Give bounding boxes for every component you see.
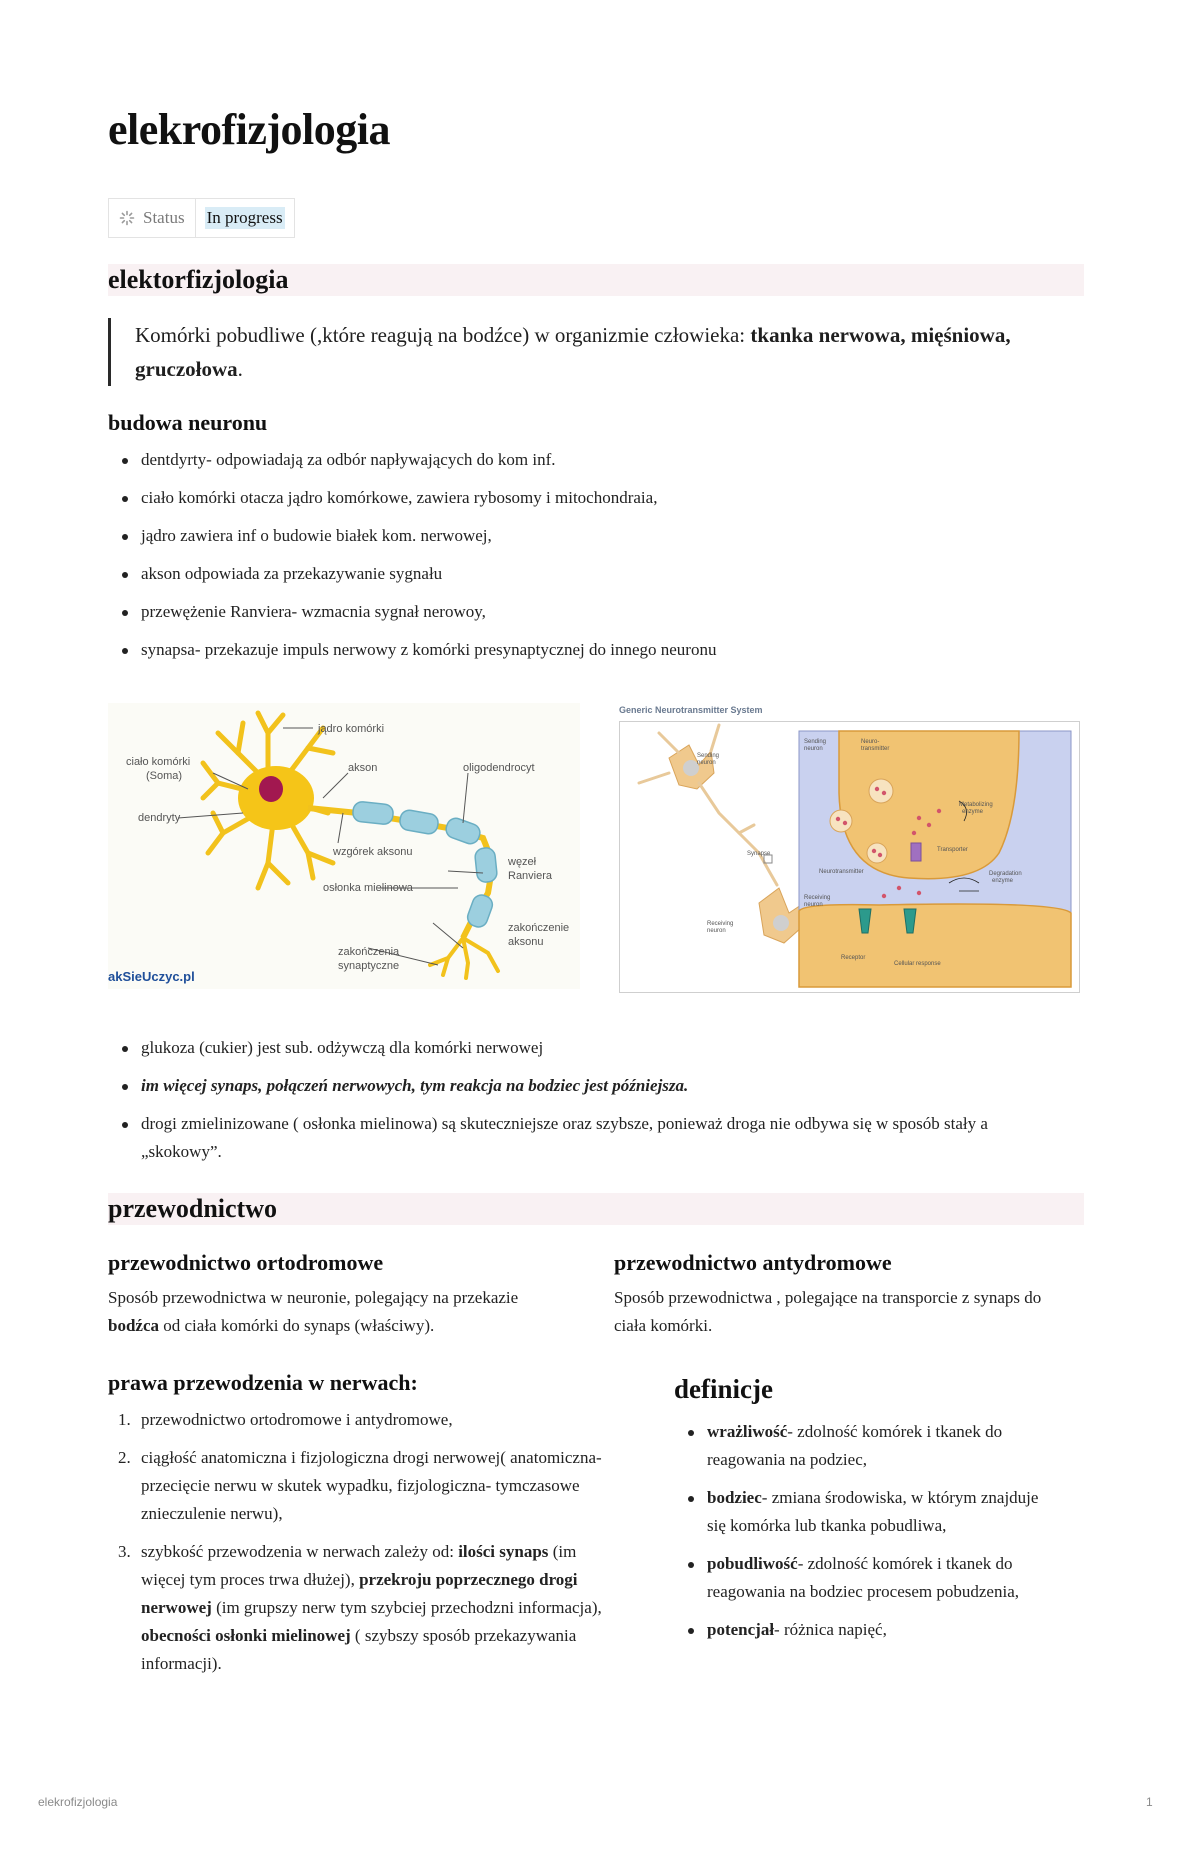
label-dendrites: dendryty xyxy=(138,812,181,824)
definition-term: potencjał xyxy=(707,1620,775,1639)
neuron-list xyxy=(108,446,1084,664)
list-item-line: „skokowy”. xyxy=(141,1142,222,1161)
callout-quote xyxy=(108,318,1084,386)
section-heading-przewodnictwo: przewodnictwo xyxy=(108,1193,1084,1225)
neuron-heading: budowa neuronu xyxy=(108,410,268,435)
neuron-notes-list xyxy=(108,1034,1084,1166)
section-heading-elektorfizjologia: elektorfizjologia xyxy=(108,264,1084,296)
list-item-bold: nerwowej xyxy=(141,1598,212,1617)
label-synapse: Synapse xyxy=(747,851,771,857)
label-receiving-neuron: Receiving xyxy=(804,895,831,901)
label-receiving-neuron-2: neuron xyxy=(804,902,823,908)
list-item-text: (im grupszy nerw tym szybciej przechodzni informacja), xyxy=(211,1598,602,1617)
list-item-bold: przekroju poprzecznego drogi xyxy=(359,1570,578,1589)
status-label: Status xyxy=(143,208,185,227)
label-metabolizing-2: enzyme xyxy=(962,809,984,815)
label-soma-2: (Soma) xyxy=(146,770,183,782)
list-item-text: szybkość przewodzenia w nerwach zależy od: xyxy=(141,1542,459,1561)
definition-term: bodziec xyxy=(707,1488,762,1507)
image-watermark: akSieUczyc.pl xyxy=(108,969,195,984)
ortho-heading: przewodnictwo ortodromowe xyxy=(108,1250,384,1275)
callout-text: Komórki pobudliwe (,które reagują na bodźce) w organizmie człowieka: xyxy=(135,323,751,347)
definitions-list xyxy=(674,1418,1084,1644)
status-property[interactable] xyxy=(108,198,295,238)
label-synaptic-2: synaptyczne xyxy=(338,960,400,972)
list-item-text: informacji). xyxy=(141,1654,222,1673)
footer-page-number: 1 xyxy=(1146,1795,1153,1809)
label-metabolizing: Metabolizing xyxy=(959,802,993,808)
definition-term: wrażliwość xyxy=(707,1422,788,1441)
ortho-line: od ciała komórki do synaps (właściwy). xyxy=(159,1316,435,1335)
definition-text: reagowania na podziec, xyxy=(707,1450,867,1469)
label-axon: akson xyxy=(348,762,378,774)
label-receiving-2: neuron xyxy=(707,928,726,934)
label-synaptic: zakończenia xyxy=(338,946,400,958)
list-item-text: ( szybszy sposób przekazywania xyxy=(350,1626,577,1645)
definition-text: reagowania na bodziec procesem pobudzenia, xyxy=(707,1582,1019,1601)
ortho-description xyxy=(108,1284,568,1340)
definition-term: pobudliwość xyxy=(707,1554,798,1573)
laws-heading: prawa przewodzenia w nerwach: xyxy=(108,1370,418,1395)
label-axon-end-2: aksonu xyxy=(508,936,544,948)
list-item: akson odpowiada za przekazywanie sygnału xyxy=(108,560,1084,588)
item-number: 3. xyxy=(118,1542,131,1561)
laws-list xyxy=(108,1406,648,1678)
callout-end: . xyxy=(237,357,243,381)
list-item xyxy=(674,1484,1084,1540)
label-cellular-response: Cellular response xyxy=(894,961,941,967)
footer-title: elekrofizjologia xyxy=(38,1795,118,1809)
list-item: ciało komórki otacza jądro komórkowe, zawiera rybosomy i mitochondraia, xyxy=(108,484,1084,512)
label-node-2: Ranviera xyxy=(508,870,553,882)
list-item-text: przecięcie nerwu w skutek wypadku, fizjologiczna- tymczasowe xyxy=(141,1476,580,1495)
list-item xyxy=(108,1406,648,1434)
definition-text: - zdolność komórek i tkanek do xyxy=(797,1554,1013,1573)
definition-text: - zmiana środowiska, w którym znajduje xyxy=(761,1488,1039,1507)
status-value[interactable] xyxy=(196,199,294,237)
definitions-heading: definicje xyxy=(674,1374,773,1404)
list-item-text: ciągłość anatomiczna i fizjologiczna drogi nerwowej( anatomiczna- xyxy=(141,1448,602,1467)
definition-text: - zdolność komórek i tkanek do xyxy=(787,1422,1003,1441)
list-item xyxy=(674,1616,1084,1644)
label-receptor: Receptor xyxy=(841,955,866,961)
list-item-line: drogi zmielinizowane ( osłonka mielinowa) są skuteczniejsze oraz szybsze, ponieważ droga nie odbywa się w sposób stały a xyxy=(141,1114,988,1133)
label-soma: ciało komórki xyxy=(126,756,191,768)
loader-icon xyxy=(119,210,135,226)
anti-line: Sposób przewodnictwa , polegające na transporcie z synaps do xyxy=(614,1288,1042,1307)
list-item xyxy=(108,1538,648,1678)
list-item xyxy=(108,1110,1084,1166)
neuron-diagram-image xyxy=(108,703,580,989)
label-receiving: Receiving xyxy=(707,921,734,927)
item-number: 2. xyxy=(118,1448,131,1467)
label-sending-2: neuron xyxy=(697,760,716,766)
list-item: im więcej synaps, połączeń nerwowych, tym reakcja na bodziec jest późniejsza. xyxy=(108,1072,1084,1100)
label-node: węzeł xyxy=(508,856,537,868)
neurotransmitter-diagram xyxy=(619,703,1080,993)
label-degradation-2: enzyme xyxy=(992,878,1014,884)
list-item-text: znieczulenie nerwu), xyxy=(141,1504,283,1523)
list-item-bold: obecności osłonki mielinowej xyxy=(141,1626,351,1645)
definition-text: się komórka lub tkanka pobudliwa, xyxy=(707,1516,947,1535)
label-transporter: Transporter xyxy=(937,847,968,853)
label-sending: Sending xyxy=(697,753,720,759)
label-nucleus: jądro komórki xyxy=(318,723,385,735)
list-item: dentdyrty- odpowiadają za odbór napływających do kom inf. xyxy=(108,446,1084,474)
anti-heading: przewodnictwo antydromowe xyxy=(614,1250,892,1275)
list-item: synapsa- przekazuje impuls nerwowy z komórki presynaptycznej do innego neuronu xyxy=(108,636,1084,664)
definition-text: - różnica napięć, xyxy=(774,1620,887,1639)
page-title: elekrofizjologia xyxy=(108,105,390,154)
list-item-text: przewodnictwo ortodromowe i antydromowe, xyxy=(141,1410,453,1429)
label-degradation: Degradation xyxy=(989,871,1022,877)
anti-description xyxy=(614,1284,1074,1340)
item-number: 1. xyxy=(118,1410,131,1429)
label-oligodendrocyte: oligodendrocyt xyxy=(463,762,535,774)
list-item: przewężenie Ranviera- wzmacnia sygnał nerowoy, xyxy=(108,598,1084,626)
list-item-bold: ilości synaps xyxy=(458,1542,549,1561)
neurotransmitter-diagram-image xyxy=(619,703,1080,993)
list-item xyxy=(674,1550,1084,1606)
label-sending-neuron: Sending xyxy=(804,739,827,745)
label-neuro-2: transmitter xyxy=(861,746,890,752)
label-hillock: wzgórek aksonu xyxy=(333,846,413,858)
diagram-title: Generic Neurotransmitter System xyxy=(619,705,763,715)
anti-line: ciała komórki. xyxy=(614,1316,713,1335)
label-neurotransmitter: Neurotransmitter xyxy=(819,869,864,875)
ortho-line: Sposób przewodnictwa w neuronie, polegający na przekazie xyxy=(108,1288,519,1307)
list-item-text: (im xyxy=(548,1542,577,1561)
list-item xyxy=(108,1444,648,1528)
status-key xyxy=(109,199,196,237)
status-badge: In progress xyxy=(206,208,283,227)
label-myelin: osłonka mielinowa xyxy=(323,882,413,894)
label-axon-end: zakończenie xyxy=(508,922,570,934)
label-neuro: Neuro- xyxy=(861,739,880,745)
list-item xyxy=(674,1418,1084,1474)
list-item-text: więcej tym proces trwa dłużej), xyxy=(141,1570,360,1589)
list-item: glukoza (cukier) jest sub. odżywczą dla komórki nerwowej xyxy=(108,1034,1084,1062)
callout-bold: tkanka nerwowa, mięśniowa, gruczołowa xyxy=(135,323,1011,381)
ortho-bold: bodźca xyxy=(108,1316,159,1335)
list-item: jądro zawiera inf o budowie białek kom. nerwowej, xyxy=(108,522,1084,550)
label-sending-neuron-2: neuron xyxy=(804,746,823,752)
neuron-diagram xyxy=(108,703,580,989)
